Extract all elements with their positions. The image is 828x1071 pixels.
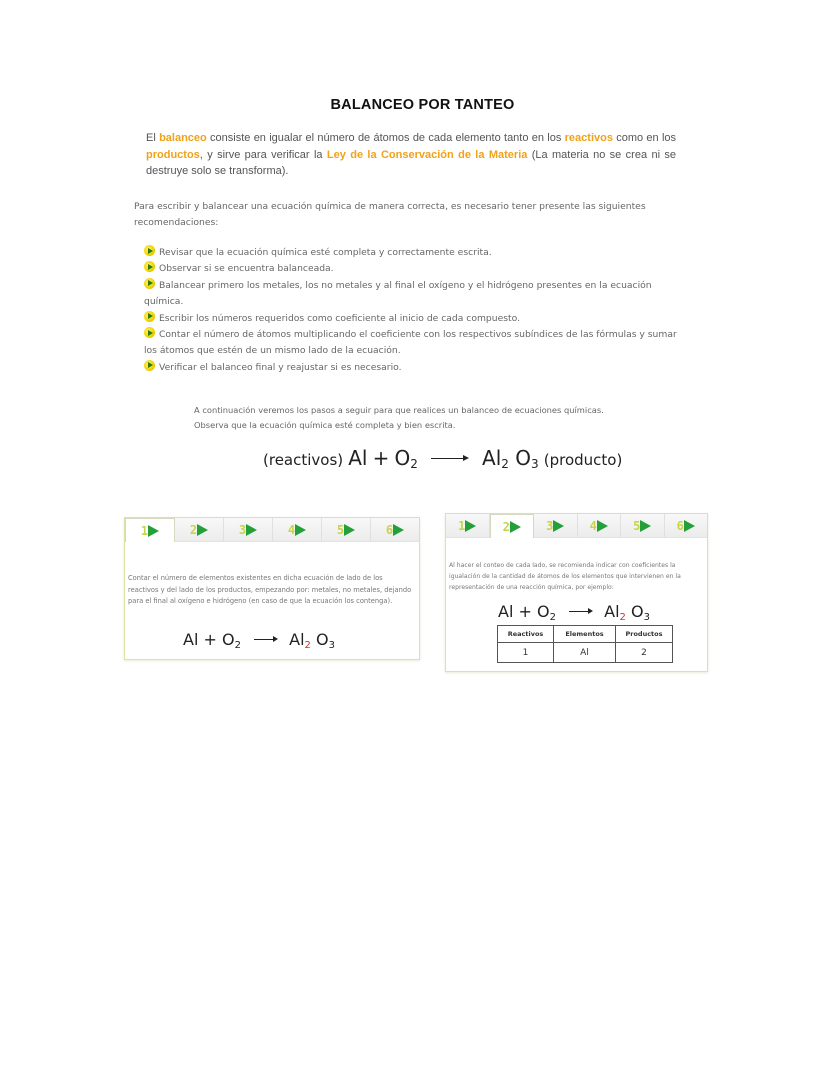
step-description: Contar el número de elementos existentes en dicha ecuación de lado de los reactivos y del lado de los productos, empezando por: metales, no metales, dejando para el final al oxígeno e hidrógeno (en caso de que la ecuación los contenga). <box>128 574 412 605</box>
element: O <box>631 602 644 621</box>
subscript: 3 <box>643 612 650 623</box>
element: O <box>536 602 550 621</box>
arrow-right-icon <box>344 524 355 536</box>
reaction-arrow-icon <box>569 611 591 612</box>
arrow-right-icon <box>640 520 651 532</box>
tab-step-2[interactable] <box>490 514 535 538</box>
tab-step-6[interactable] <box>371 518 419 541</box>
reactant-o2 <box>394 446 417 470</box>
arrow-right-icon <box>597 520 608 532</box>
reactant-o2 <box>222 630 241 649</box>
list-item <box>144 261 684 277</box>
arrow-right-icon <box>295 524 306 536</box>
tab-step-4[interactable] <box>273 518 322 541</box>
reactant-o2 <box>537 602 556 621</box>
list-item-text: Contar el número de átomos multiplicando el coeficiente con los respectivos subíndices de las fórmulas y sumar los átomos que estén de un mismo lado de la ecuación. <box>144 329 677 357</box>
arrow-right-icon <box>393 524 404 536</box>
reactants-label: (reactivos) <box>263 451 344 469</box>
step-number: 5 <box>336 522 344 537</box>
element: Al <box>289 630 305 649</box>
play-bullet-icon <box>144 360 155 371</box>
list-item-text: Observar si se encuentra balanceada. <box>159 263 334 275</box>
step-number: 6 <box>676 518 683 533</box>
arrow-right-icon <box>684 520 695 532</box>
list-item-text: Revisar que la ecuación química esté completa y correctamente escrita. <box>159 247 492 258</box>
cell-reactivos: 1 <box>498 643 554 663</box>
tab-step-3[interactable] <box>534 514 578 537</box>
list-item-text: Escribir los números requeridos como coeficiente al inicio de cada compuesto. <box>159 312 520 324</box>
list-item-text: Verificar el balanceo final y reajustar si es necesario. <box>159 361 402 373</box>
arrow-right-icon <box>197 524 208 536</box>
header-reactivos: Reactivos <box>498 626 554 643</box>
step-description: Al hacer el conteo de cada lado, se recomienda indicar con coeficientes la igualación de la cantidad de átomos de los elementos que intervienen en la representación de una reacción química, por ejemplo: <box>449 562 681 591</box>
reactant-al: Al <box>348 446 368 470</box>
element: O <box>316 630 329 649</box>
play-bullet-icon <box>144 311 155 322</box>
subscript: 2 <box>410 457 418 471</box>
intro-text: , y sirve para verificar la <box>199 148 327 161</box>
product-al2o3 <box>289 630 335 649</box>
steps-intro-line: Observa que la ecuación química esté completa y bien escrita. <box>194 419 456 430</box>
arrow-right-icon <box>510 521 521 533</box>
list-item <box>144 360 684 376</box>
step-number: 3 <box>238 522 246 537</box>
highlight-productos: productos <box>146 148 200 161</box>
tab-step-4[interactable] <box>578 514 622 537</box>
step-number: 2 <box>189 522 197 537</box>
step-panel-2 <box>445 513 708 672</box>
table-row <box>498 643 673 663</box>
tab-step-2[interactable] <box>175 518 224 541</box>
atom-count-table <box>497 625 673 663</box>
recommendations-intro: Para escribir y balancear una ecuación química de manera correcta, es necesario tener presente las siguientes recomendaciones: <box>134 201 646 228</box>
element: Al <box>482 446 502 470</box>
tab-step-1[interactable] <box>125 518 175 542</box>
reaction-arrow-icon <box>431 458 467 460</box>
element: O <box>515 446 532 470</box>
arrow-right-icon <box>465 520 476 532</box>
intro-paragraph <box>146 130 676 180</box>
intro-text: El <box>146 132 160 144</box>
subscript-highlight: 2 <box>304 640 311 651</box>
product-al2o3 <box>482 446 539 470</box>
tab-step-1[interactable] <box>446 514 490 537</box>
list-item <box>144 311 684 327</box>
step-number: 2 <box>502 519 509 534</box>
step-tabs <box>125 518 419 542</box>
subscript: 3 <box>328 640 335 651</box>
element: O <box>221 630 235 649</box>
step-tabs <box>446 514 707 538</box>
products-label: (producto) <box>543 451 623 469</box>
table-header-row <box>498 626 673 643</box>
reaction-arrow-icon <box>254 639 276 640</box>
list-item <box>144 245 684 261</box>
arrow-right-icon <box>246 524 257 536</box>
subscript: 2 <box>501 457 509 471</box>
highlight-balanceo: balanceo <box>159 132 207 144</box>
list-item-text: Balancear primero los metales, los no metales y al final el oxígeno y el hidrógeno presentes en la ecuación química. <box>144 279 652 308</box>
highlight-ley: Ley de la Conservación de la Materia <box>326 148 528 161</box>
subscript-highlight: 2 <box>619 612 626 623</box>
play-bullet-icon <box>144 261 155 272</box>
play-bullet-icon <box>144 245 155 256</box>
cell-elemento: Al <box>554 643 616 663</box>
steps-intro-line: A continuación veremos los pasos a seguir para que realices un balanceo de ecuaciones químicas. <box>194 405 604 415</box>
reactant-al: Al <box>183 630 199 649</box>
step-number: 4 <box>287 522 295 537</box>
tab-step-5[interactable] <box>621 514 665 537</box>
plus-sign: + <box>203 630 217 649</box>
cell-productos: 2 <box>616 643 673 663</box>
subscript: 2 <box>234 640 241 651</box>
step-equation <box>498 602 650 623</box>
step-number: 3 <box>546 518 553 533</box>
subscript: 2 <box>549 612 556 623</box>
intro-text: como en los <box>612 132 677 144</box>
step-number: 6 <box>385 522 393 537</box>
element: O <box>394 446 411 470</box>
step-equation <box>183 630 335 651</box>
intro-text: consiste en igualar el número de átomos de cada elemento tanto en los <box>206 132 565 144</box>
header-productos: Productos <box>616 626 673 643</box>
steps-intro <box>194 403 634 432</box>
play-bullet-icon <box>144 278 155 289</box>
reactant-al: Al <box>498 602 514 621</box>
step-number: 4 <box>589 518 596 533</box>
plus-sign: + <box>372 446 390 470</box>
element: Al <box>604 602 620 621</box>
list-item <box>144 327 684 360</box>
list-item <box>144 278 684 311</box>
page-title: BALANCEO POR TANTEO <box>330 97 515 113</box>
tab-step-5[interactable] <box>322 518 371 541</box>
tab-step-6[interactable] <box>665 514 708 537</box>
subscript: 3 <box>531 457 539 471</box>
step-number: 1 <box>140 523 148 538</box>
main-equation <box>263 446 622 471</box>
play-bullet-icon <box>144 327 155 338</box>
tab-step-3[interactable] <box>224 518 273 541</box>
highlight-reactivos: reactivos <box>564 132 613 144</box>
step-panel-1 <box>124 517 420 660</box>
intro-text: (La materia no se crea ni se destruye solo se transforma). <box>146 148 676 177</box>
arrow-right-icon <box>553 520 564 532</box>
plus-sign: + <box>518 602 532 621</box>
arrow-right-icon <box>148 525 159 537</box>
step-number: 1 <box>458 518 465 533</box>
header-elementos: Elementos <box>554 626 616 643</box>
product-al2o3 <box>604 602 650 621</box>
recommendations-list <box>144 245 684 376</box>
step-number: 5 <box>633 518 640 533</box>
